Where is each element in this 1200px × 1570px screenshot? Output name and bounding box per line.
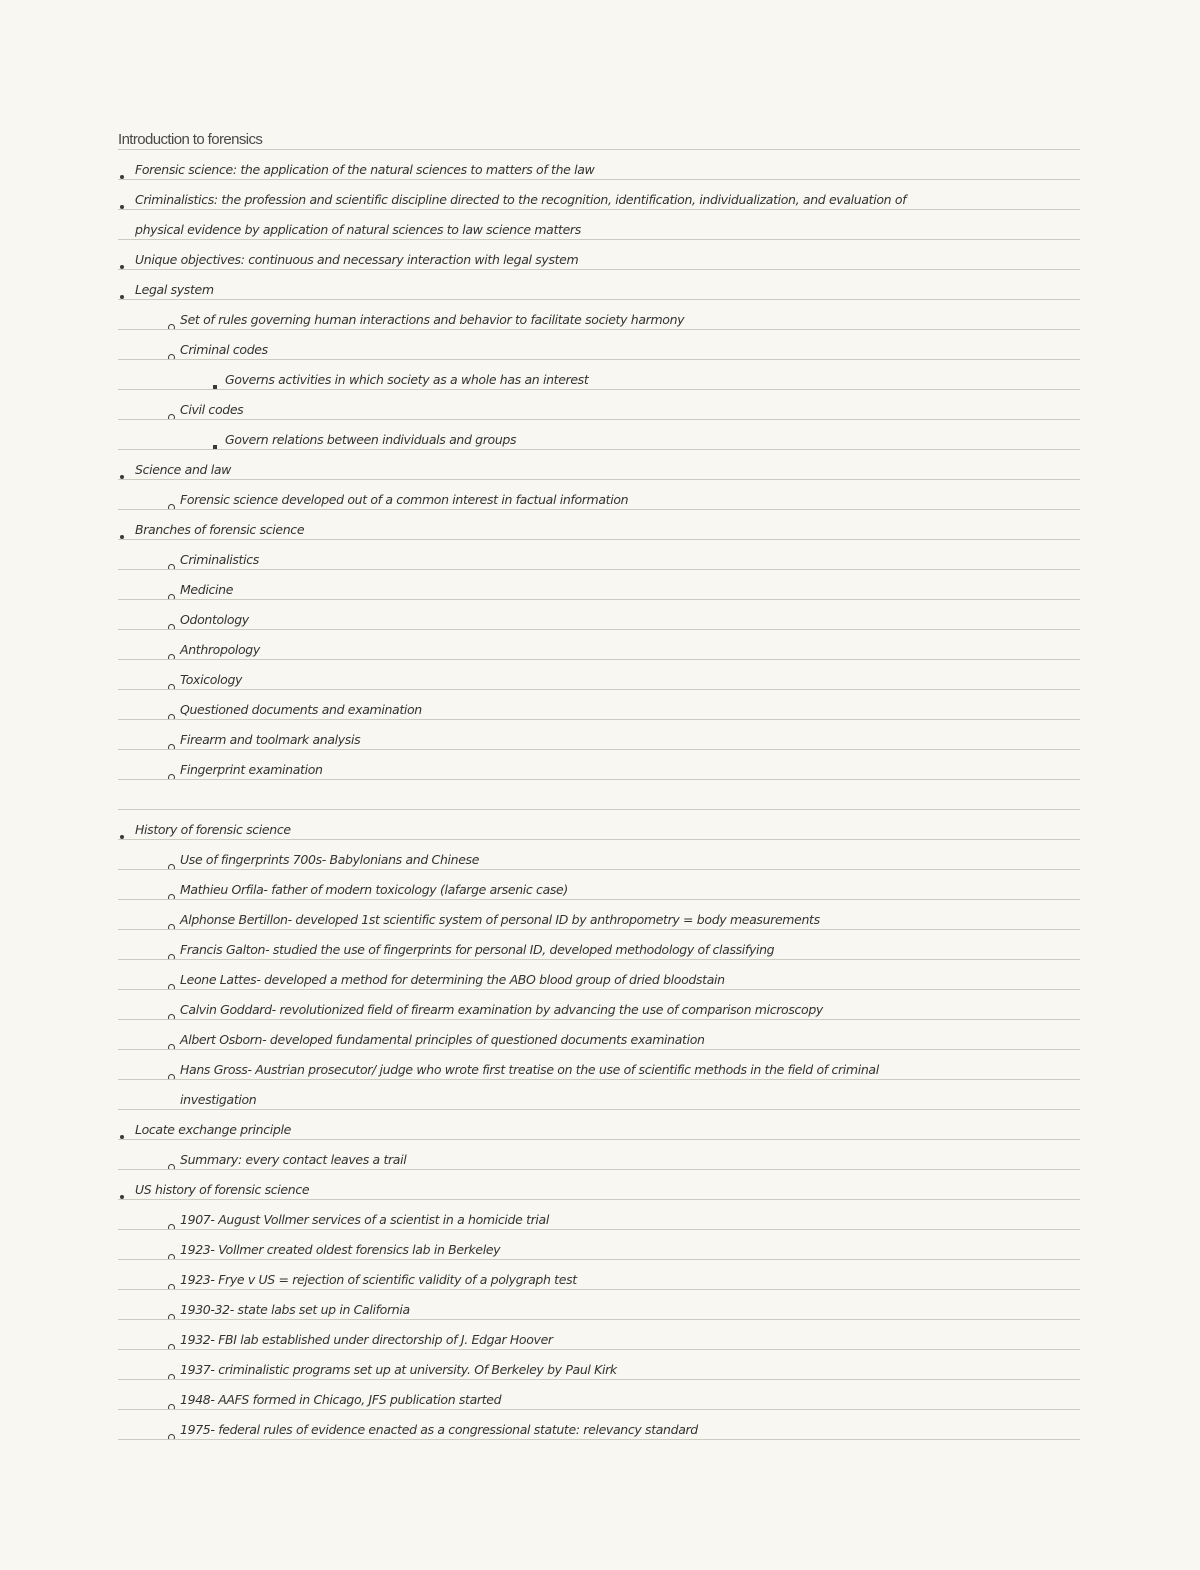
bullet-dot-icon — [120, 295, 124, 299]
note-text: 1937- criminalistic programs set up at university. Of Berkeley by Paul Kirk — [180, 1362, 617, 1377]
note-text: Use of fingerprints 700s- Babylonians and Chinese — [180, 852, 480, 867]
bullet-dot-icon — [120, 175, 124, 179]
note-line — [118, 960, 1080, 990]
note-text: Locate exchange principle — [135, 1122, 291, 1137]
note-text: Odontology — [180, 612, 249, 627]
bullet-dot-icon — [120, 535, 124, 539]
note-line — [118, 1290, 1080, 1320]
note-text: Forensic science: the application of the natural sciences to matters of the law — [135, 162, 595, 177]
note-text: Fingerprint examination — [180, 762, 323, 777]
note-text: Toxicology — [180, 672, 243, 687]
note-text: Calvin Goddard- revolutionized field of firearm examination by advancing the use of comparison microscopy — [180, 1002, 823, 1017]
note-line — [118, 510, 1080, 540]
note-line — [118, 450, 1080, 480]
note-line — [118, 810, 1080, 840]
note-text: Francis Galton- studied the use of fingerprints for personal ID, developed methodology of classifying — [180, 942, 775, 957]
note-line — [118, 600, 1080, 630]
note-line — [118, 1170, 1080, 1200]
note-text: Mathieu Orfila- father of modern toxicology (lafarge arsenic case) — [180, 882, 568, 897]
note-text: 1975- federal rules of evidence enacted as a congressional statute: relevancy standard — [180, 1422, 698, 1437]
note-line — [118, 240, 1080, 270]
note-line — [118, 390, 1080, 420]
blank-line — [118, 780, 1080, 810]
note-text: Albert Osborn- developed fundamental principles of questioned documents examination — [180, 1032, 705, 1047]
note-text: Criminalistics: the profession and scientific discipline directed to the recognition, identification, individualization, and evaluation of — [135, 192, 907, 207]
note-line — [118, 1110, 1080, 1140]
note-text: Set of rules governing human interactions and behavior to facilitate society harmony — [180, 312, 685, 327]
note-text: US history of forensic science — [135, 1182, 310, 1197]
note-line — [118, 660, 1080, 690]
note-line — [118, 270, 1080, 300]
note-text: 1923- Vollmer created oldest forensics lab in Berkeley — [180, 1242, 501, 1257]
note-line — [118, 720, 1080, 750]
bullet-dot-icon — [120, 205, 124, 209]
note-line — [118, 1410, 1080, 1440]
note-line — [118, 1350, 1080, 1380]
note-line — [118, 1380, 1080, 1410]
note-text: Criminal codes — [180, 342, 268, 357]
note-line — [118, 570, 1080, 600]
note-line — [118, 1230, 1080, 1260]
note-text: Branches of forensic science — [135, 522, 305, 537]
note-text: Civil codes — [180, 402, 244, 417]
notes-list — [118, 150, 1080, 1440]
note-text: Hans Gross- Austrian prosecutor/ judge who wrote first treatise on the use of scientific methods in the field of criminal — [180, 1062, 879, 1077]
note-text: Questioned documents and examination — [180, 702, 422, 717]
note-line — [118, 630, 1080, 660]
note-text: Firearm and toolmark analysis — [180, 732, 361, 747]
note-line — [118, 540, 1080, 570]
note-text: investigation — [180, 1092, 257, 1107]
note-line — [118, 480, 1080, 510]
bullet-square-icon — [213, 445, 217, 449]
note-line — [118, 930, 1080, 960]
note-line — [118, 360, 1080, 390]
notes-page — [118, 120, 1080, 1440]
note-text: Science and law — [135, 462, 232, 477]
note-line — [118, 180, 1080, 210]
note-line — [118, 1050, 1080, 1080]
note-text: History of forensic science — [135, 822, 291, 837]
note-text: Legal system — [135, 282, 214, 297]
note-line — [118, 1200, 1080, 1230]
note-line — [118, 1020, 1080, 1050]
note-text: Forensic science developed out of a common interest in factual information — [180, 492, 629, 507]
note-text: Governs activities in which society as a whole has an interest — [225, 372, 589, 387]
note-text: 1923- Frye v US = rejection of scientific validity of a polygraph test — [180, 1272, 577, 1287]
bullet-dot-icon — [120, 475, 124, 479]
note-text: Summary: every contact leaves a trail — [180, 1152, 407, 1167]
note-text: physical evidence by application of natural sciences to law science matters — [135, 222, 581, 237]
bullet-dot-icon — [120, 1195, 124, 1199]
page-title: Introduction to forensics — [118, 120, 1080, 150]
bullet-square-icon — [213, 385, 217, 389]
note-line — [118, 1260, 1080, 1290]
note-line — [118, 900, 1080, 930]
note-line — [118, 1140, 1080, 1170]
bullet-dot-icon — [120, 835, 124, 839]
note-text: Unique objectives: continuous and necessary interaction with legal system — [135, 252, 579, 267]
note-line — [118, 1320, 1080, 1350]
note-text: Criminalistics — [180, 552, 259, 567]
note-text: Anthropology — [180, 642, 260, 657]
note-line — [118, 420, 1080, 450]
note-text: 1948- AAFS formed in Chicago, JFS publication started — [180, 1392, 502, 1407]
note-text: 1930-32- state labs set up in California — [180, 1302, 410, 1317]
note-text: 1932- FBI lab established under directorship of J. Edgar Hoover — [180, 1332, 553, 1347]
note-line — [118, 870, 1080, 900]
note-line — [118, 330, 1080, 360]
note-line — [118, 840, 1080, 870]
bullet-circle-icon — [168, 1434, 175, 1440]
note-line — [118, 690, 1080, 720]
bullet-dot-icon — [120, 265, 124, 269]
note-text: Leone Lattes- developed a method for determining the ABO blood group of dried bloodstain — [180, 972, 725, 987]
note-line — [118, 1080, 1080, 1110]
note-line — [118, 150, 1080, 180]
note-line — [118, 300, 1080, 330]
note-text: Govern relations between individuals and groups — [225, 432, 517, 447]
note-text: Medicine — [180, 582, 234, 597]
bullet-dot-icon — [120, 1135, 124, 1139]
note-line — [118, 750, 1080, 780]
note-text: 1907- August Vollmer services of a scientist in a homicide trial — [180, 1212, 549, 1227]
note-text: Alphonse Bertillon- developed 1st scientific system of personal ID by anthropometry = body measurements — [180, 912, 820, 927]
note-line — [118, 990, 1080, 1020]
note-line — [118, 210, 1080, 240]
